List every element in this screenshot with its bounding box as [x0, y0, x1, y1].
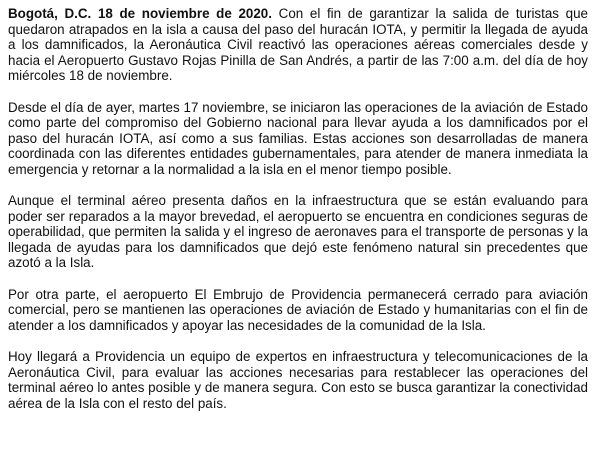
dateline: Bogotá, D.C. 18 de noviembre de 2020. — [8, 6, 272, 21]
paragraph-2: Desde el día de ayer, martes 17 noviembre, se iniciaron las operaciones de la aviación de Estado como parte del compromiso del Gobierno nacional para llevar ayuda a los damnificados por el paso del huracán IOTA, así como a sus familias. Estas acciones son desarrolladas de manera coordinada con las diferentes entidades gubernamentales, para atender de manera inmediata la emergencia y retornar a la normalidad a la isla en el menor tiempo posible. — [8, 99, 588, 177]
press-release-body — [8, 6, 588, 427]
paragraph-3: Aunque el terminal aéreo presenta daños en la infraestructura que se están evaluando para poder ser reparados a la mayor brevedad, el aeropuerto se encuentra en condiciones seguras de operabilidad, que permiten la salida y el ingreso de aeronaves para el transporte de personas y la llegada de ayudas para los damnificados que dejó este fenómeno natural sin precedentes que azotó a la Isla. — [8, 193, 588, 270]
paragraph-5: Hoy llegará a Providencia un equipo de expertos en infraestructura y telecomunicaciones de la Aeronáutica Civil, para evaluar las acciones necesarias para restablecer las operaciones del terminal aéreo lo antes posible y de manera segura. Con esto se busca garantizar la conectividad aérea de la Isla con el resto del país. — [8, 349, 588, 411]
paragraph-1 — [8, 6, 588, 84]
paragraph-4: Por otra parte, el aeropuerto El Embrujo de Providencia permanecerá cerrado para aviación comercial, pero se mantienen las operaciones de aviación de Estado y humanitarias con el fin de atender a los damnificados y apoyar las necesidades de la comunidad de la Isla. — [8, 286, 588, 333]
paragraph-1-text: Con el fin de garantizar la salida de turistas que quedaron atrapados en la isla a causa del paso del huracán IOTA, y permitir la llegada de ayuda a los damnificados, la Aeronáutica Civil reactivó las operaciones aéreas comerciales desde y hacia el Aeropuerto Gustavo Rojas Pinilla de San Andrés, a partir de las 7:00 a.m. del día de hoy miércoles 18 de noviembre. — [8, 6, 588, 83]
